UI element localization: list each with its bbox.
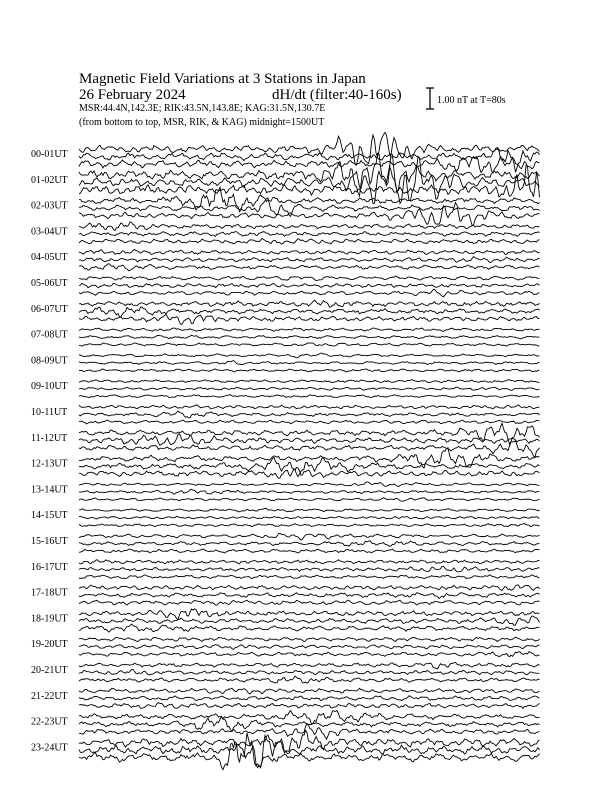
hour-row-05-06UT [31, 276, 540, 297]
row-label: 00-01UT [31, 149, 68, 160]
trace-kag [79, 249, 540, 254]
row-label: 02-03UT [31, 200, 68, 212]
hour-row-04-05UT [31, 249, 540, 270]
hour-row-12-13UT [31, 448, 540, 478]
trace-rik [79, 411, 540, 418]
hour-row-11-12UT [31, 423, 540, 456]
row-label: 23-24UT [31, 742, 68, 754]
trace-rik [79, 645, 540, 650]
trace-rik [79, 593, 540, 599]
trace-msr [79, 420, 540, 424]
row-label: 07-08UT [31, 329, 68, 341]
trace-rik [79, 516, 540, 519]
hour-row-16-17UT [31, 560, 540, 579]
hour-row-00-01UT [31, 132, 540, 172]
trace-kag [79, 560, 540, 564]
trace-msr [79, 724, 540, 740]
station-order-note: (from bottom to top, MSR, RIK, & KAG) midnight=1500UT [79, 117, 325, 128]
trace-rik [79, 434, 540, 446]
hour-row-07-08UT [31, 328, 540, 346]
row-label: 04-05UT [31, 252, 68, 264]
hour-row-22-23UT [31, 710, 540, 739]
quantity-label: dH/dt (filter:40-160s) [272, 87, 402, 103]
trace-msr [79, 524, 540, 527]
row-label: 08-09UT [31, 355, 68, 367]
trace-msr [79, 239, 540, 245]
hour-row-21-22UT [31, 688, 540, 708]
trace-msr [79, 733, 540, 770]
hour-row-13-14UT [31, 482, 540, 501]
scale-bar-label: 1.00 nT at T=80s [437, 95, 506, 106]
trace-msr [79, 624, 540, 632]
trace-kag [79, 609, 540, 619]
trace-kag [79, 482, 540, 487]
trace-msr [79, 575, 540, 579]
row-label: 16-17UT [31, 561, 68, 573]
row-label: 12-13UT [31, 458, 68, 470]
hour-row-17-18UT [31, 585, 540, 605]
trace-rik [79, 283, 540, 288]
trace-kag [79, 276, 540, 281]
trace-kag [79, 688, 540, 694]
chart-date: 26 February 2024 [79, 87, 186, 103]
row-label: 03-04UT [31, 226, 68, 238]
trace-rik [79, 232, 540, 237]
row-label: 21-22UT [31, 690, 68, 702]
row-label: 10-11UT [31, 407, 68, 418]
hour-row-03-04UT [31, 222, 540, 244]
trace-kag [79, 132, 540, 165]
trace-kag [79, 585, 540, 591]
trace-rik [79, 696, 540, 701]
trace-kag [79, 328, 540, 331]
trace-rik [79, 361, 540, 365]
hour-row-08-09UT [31, 353, 540, 372]
trace-kag [79, 662, 540, 669]
trace-rik [79, 541, 540, 546]
hour-row-23-24UT [31, 730, 540, 769]
row-label: 18-19UT [31, 613, 68, 625]
row-label: 13-14UT [31, 484, 68, 496]
row-label: 15-16UT [31, 536, 68, 547]
trace-msr [79, 203, 540, 226]
row-label: 05-06UT [31, 278, 68, 289]
trace-rik [79, 489, 540, 494]
row-label: 20-21UT [31, 665, 68, 676]
trace-kag [79, 300, 540, 307]
hour-row-15-16UT [31, 533, 540, 553]
hour-row-01-02UT [31, 153, 540, 203]
trace-msr [79, 497, 540, 501]
trace-msr [79, 467, 540, 478]
trace-kag [79, 222, 540, 231]
trace-kag [79, 730, 540, 753]
trace-msr [79, 343, 540, 346]
trace-msr [79, 676, 540, 683]
trace-kag [79, 508, 540, 511]
trace-msr [79, 549, 540, 553]
trace-kag [79, 637, 540, 641]
hour-row-19-20UT [31, 637, 540, 657]
hour-row-02-03UT [31, 187, 540, 225]
hour-row-18-19UT [31, 609, 540, 632]
row-label: 11-12UT [31, 432, 68, 444]
row-label: 14-15UT [31, 510, 68, 522]
trace-msr [79, 289, 540, 297]
chart-title: Magnetic Field Variations at 3 Stations in Japan [79, 71, 366, 87]
trace-rik [79, 670, 540, 675]
trace-msr [79, 600, 540, 605]
trace-msr [79, 369, 540, 372]
trace-msr [79, 441, 540, 457]
trace-msr [79, 703, 540, 709]
row-label: 17-18UT [31, 587, 68, 599]
trace-kag [79, 710, 540, 724]
trace-kag [79, 533, 540, 540]
trace-rik [79, 307, 540, 317]
hour-rows [31, 132, 540, 769]
stations-info: MSR:44.4N,142.3E; RIK:43.5N,143.8E; KAG:31.5N,130.7E [79, 103, 326, 114]
row-label: 01-02UT [31, 174, 68, 186]
trace-rik [79, 616, 540, 625]
row-label: 06-07UT [31, 303, 68, 315]
hour-row-10-11UT [31, 405, 540, 424]
hour-row-09-10UT [31, 380, 540, 398]
trace-rik [79, 387, 540, 390]
trace-kag [79, 448, 540, 468]
scale-bar [426, 88, 434, 109]
row-label: 19-20UT [31, 639, 68, 651]
trace-msr [79, 264, 540, 271]
hour-row-14-15UT [31, 508, 540, 526]
trace-rik [79, 566, 540, 572]
trace-kag [79, 405, 540, 409]
trace-msr [79, 652, 540, 657]
trace-rik [79, 257, 540, 263]
trace-kag [79, 353, 540, 358]
hour-row-20-21UT [31, 662, 540, 683]
trace-msr [79, 395, 540, 398]
row-label: 22-23UT [31, 716, 68, 728]
trace-kag [79, 380, 540, 383]
trace-rik [79, 735, 540, 767]
row-label: 09-10UT [31, 381, 68, 393]
trace-msr [79, 314, 540, 324]
hour-row-06-07UT [31, 300, 540, 324]
trace-rik [79, 335, 540, 339]
